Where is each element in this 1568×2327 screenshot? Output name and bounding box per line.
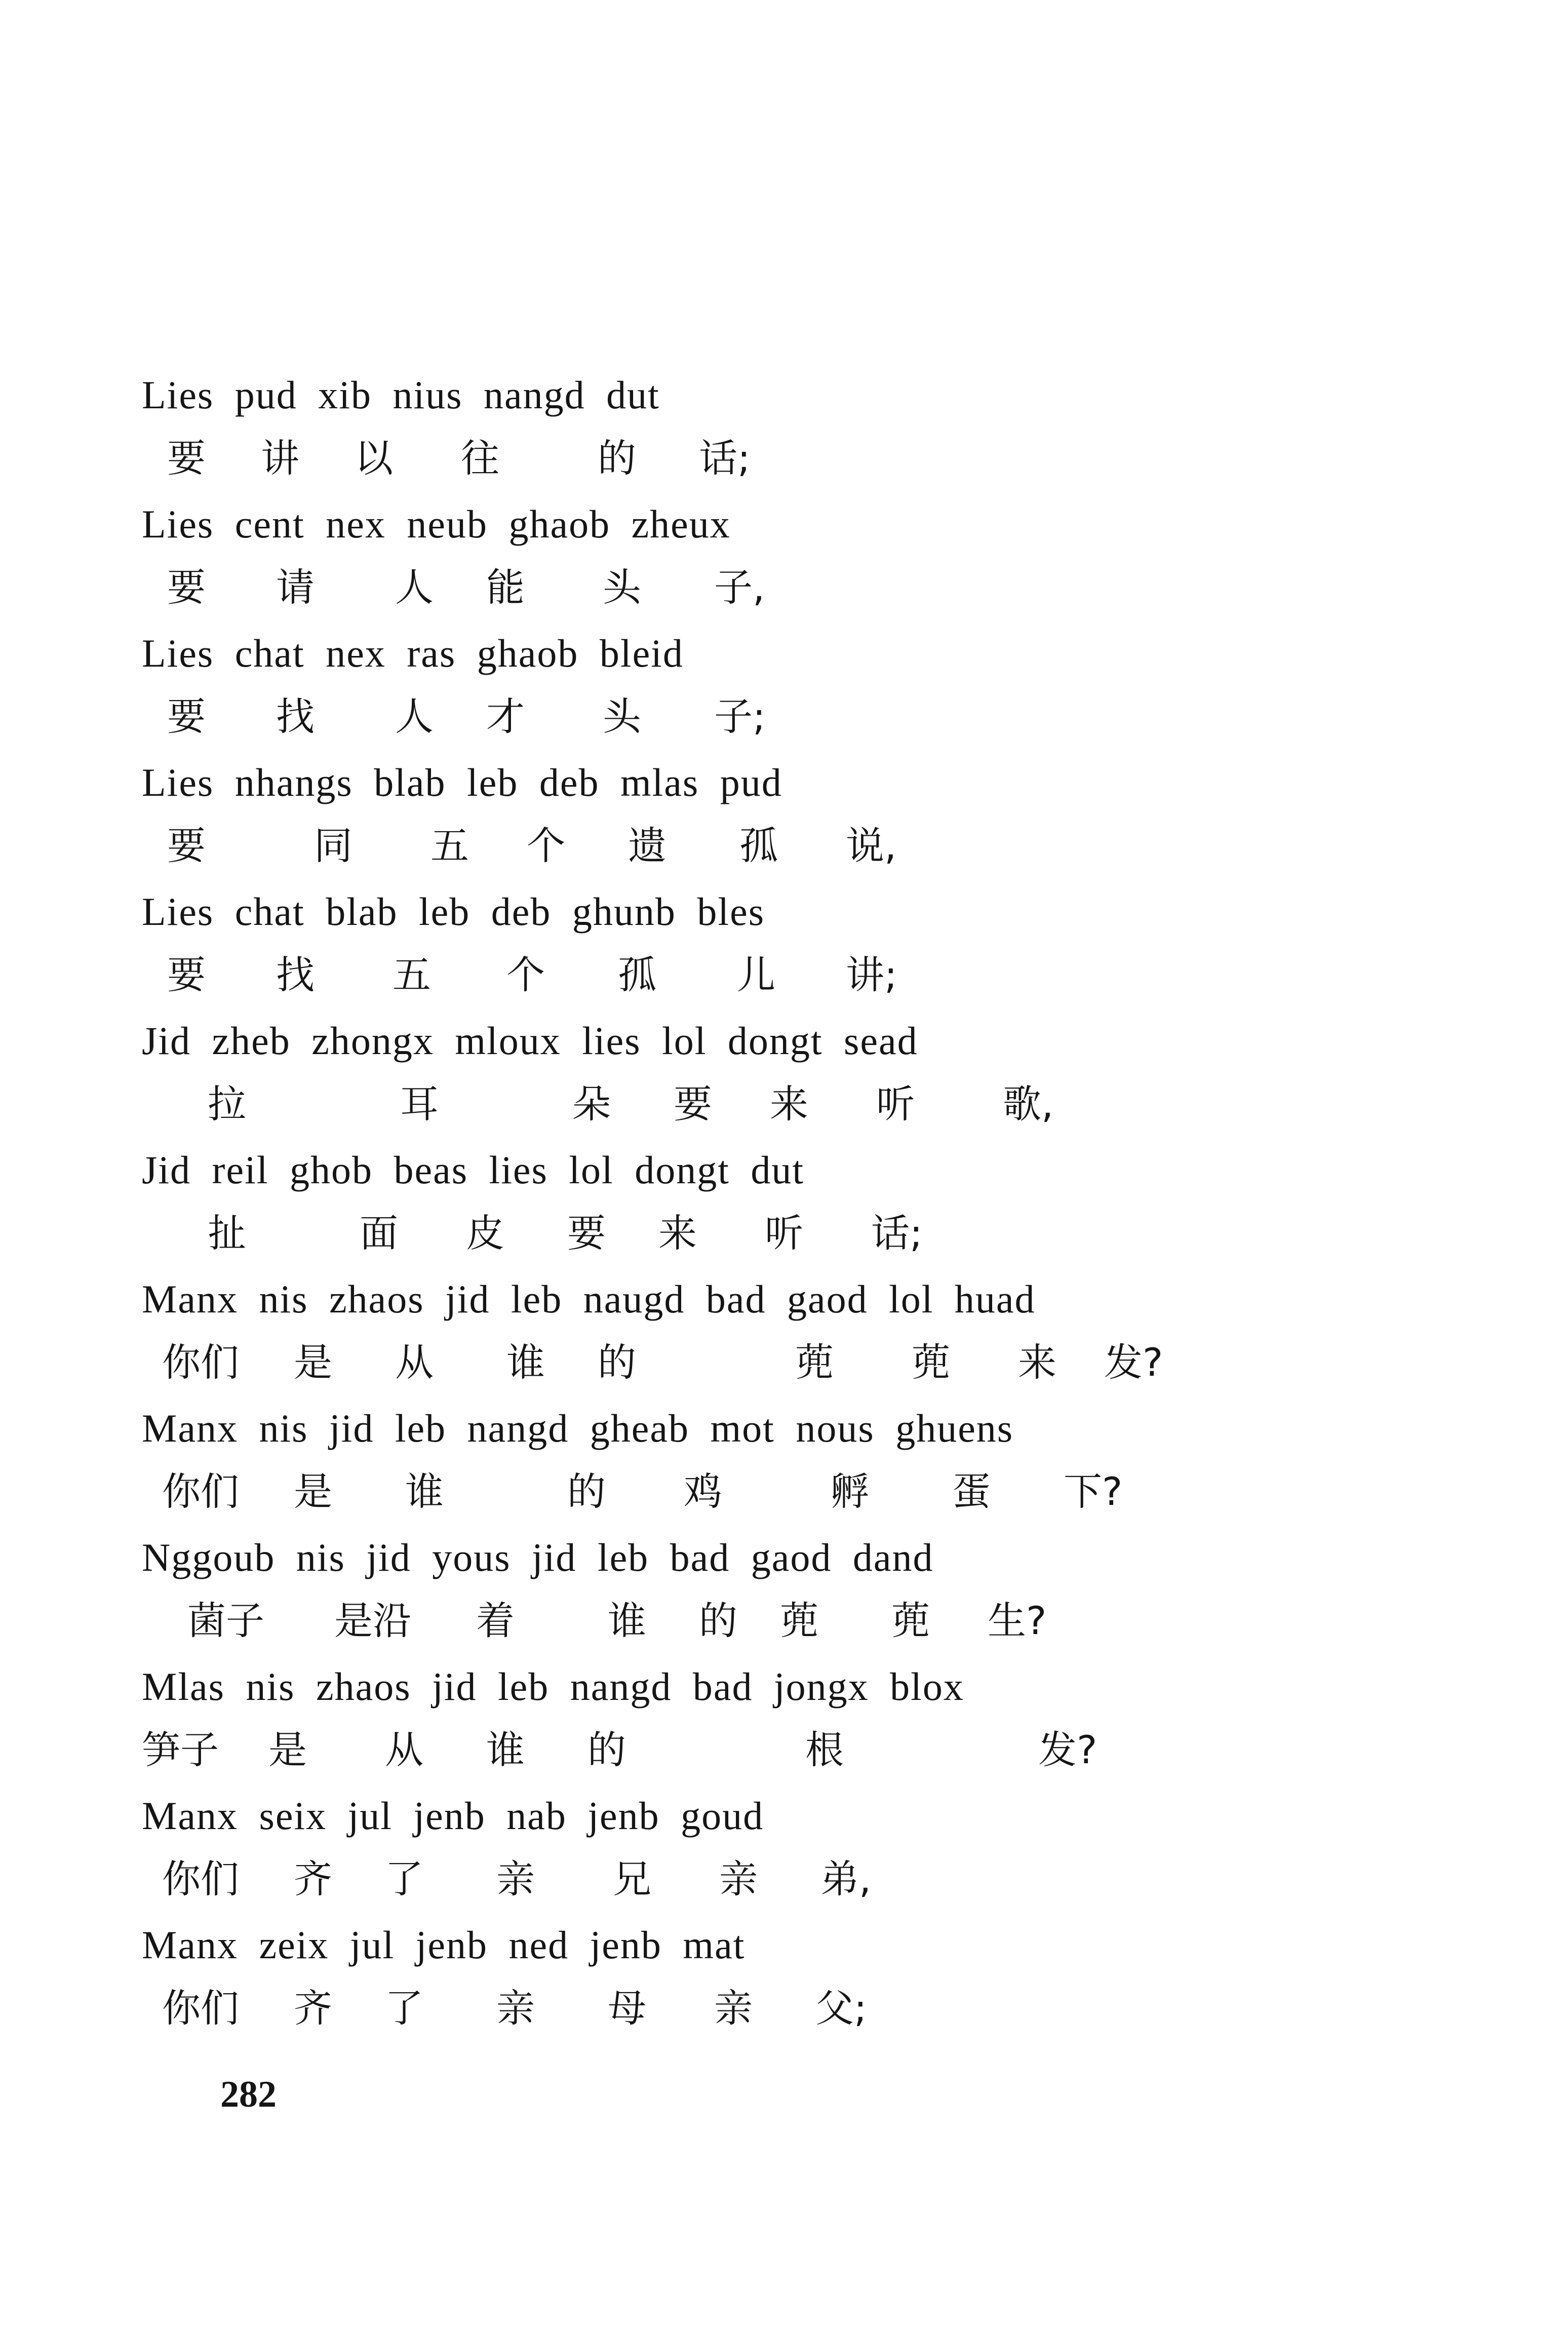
hanzi-2-1: 要 (167, 565, 206, 610)
hanzi-9-1: 你们 (162, 1469, 239, 1514)
hanzi-10-6: 蔸 (780, 1598, 818, 1643)
hanzi-3-5: 头 (603, 694, 641, 739)
pinyin-line-5: Lies chat blab leb deb ghunb bles (142, 889, 765, 934)
hanzi-12-4: 亲 (496, 1856, 535, 1902)
hanzi-5-7: 讲; (846, 952, 897, 997)
pinyin-line-1: Lies pud xib nius nangd dut (142, 373, 660, 417)
verse-line-7 (142, 1150, 1256, 1279)
hanzi-1-6: 话; (699, 436, 751, 481)
pinyin-line-2: Lies cent nex neub ghaob zheux (142, 502, 731, 546)
hanzi-10-8: 生? (988, 1598, 1047, 1643)
pinyin-line-6: Jid zheb zhongx mloux lies lol dongt sead (142, 1019, 918, 1063)
pinyin-line-8: Manx nis zhaos jid leb naugd bad gaod lol huad (142, 1277, 1036, 1321)
hanzi-3-2: 找 (276, 694, 315, 739)
hanzi-8-1: 你们 (162, 1340, 239, 1385)
hanzi-5-4: 个 (506, 952, 545, 997)
hanzi-6-7: 歌, (1003, 1081, 1054, 1127)
hanzi-13-6: 亲 (714, 1986, 753, 2031)
hanzi-1-5: 的 (598, 436, 636, 481)
hanzi-line-12 (142, 1856, 1256, 1902)
hanzi-9-8: 下? (1064, 1469, 1123, 1514)
hanzi-line-2 (142, 567, 1256, 608)
verse-line-12 (142, 1796, 1256, 1925)
hanzi-1-4: 往 (461, 436, 499, 481)
pinyin-line-7: Jid reil ghob beas lies lol dongt dut (142, 1148, 805, 1192)
hanzi-9-7: 蛋 (952, 1469, 991, 1514)
hanzi-13-1: 你们 (162, 1986, 239, 2031)
hanzi-4-2: 同 (314, 823, 352, 868)
hanzi-3-4: 才 (486, 694, 525, 739)
pinyin-line-10: Nggoub nis jid yous jid leb bad gaod dand (142, 1535, 934, 1579)
verse-line-9 (142, 1408, 1256, 1537)
hanzi-7-6: 听 (765, 1211, 803, 1256)
hanzi-6-3: 朵 (572, 1081, 611, 1127)
hanzi-6-6: 听 (876, 1081, 915, 1127)
hanzi-9-2: 是 (294, 1469, 332, 1514)
hanzi-4-7: 说, (846, 823, 897, 868)
hanzi-5-6: 儿 (737, 952, 775, 997)
hanzi-7-2: 面 (360, 1211, 398, 1256)
hanzi-12-5: 兄 (613, 1856, 651, 1902)
hanzi-12-7: 弟, (820, 1856, 872, 1902)
hanzi-10-7: 蔸 (891, 1598, 930, 1643)
hanzi-10-1: 菌子 (187, 1598, 264, 1643)
page-number: 282 (220, 2074, 277, 2115)
hanzi-4-4: 个 (527, 823, 565, 868)
hanzi-1-3: 以 (355, 436, 393, 481)
hanzi-line-13 (142, 1988, 1256, 2029)
hanzi-13-2: 齐 (294, 1986, 332, 2031)
hanzi-line-4 (142, 823, 1256, 868)
hanzi-8-6: 蔸 (795, 1340, 834, 1385)
hanzi-3-1: 要 (167, 694, 206, 739)
hanzi-3-6: 子; (714, 694, 766, 739)
hanzi-6-2: 耳 (400, 1081, 439, 1127)
verse-line-3 (142, 633, 1256, 762)
pinyin-line-12: Manx seix jul jenb nab jenb goud (142, 1794, 764, 1838)
hanzi-13-4: 亲 (496, 1986, 535, 2031)
hanzi-2-6: 子, (714, 565, 765, 610)
hanzi-7-1: 扯 (208, 1211, 246, 1256)
hanzi-11-7: 发? (1038, 1727, 1097, 1772)
hanzi-8-2: 是 (294, 1340, 332, 1385)
hanzi-8-7: 蔸 (912, 1340, 950, 1385)
hanzi-5-3: 五 (393, 952, 431, 997)
hanzi-10-3: 着 (476, 1598, 515, 1643)
verse-line-4 (142, 762, 1256, 891)
pinyin-line-11: Mlas nis zhaos jid leb nangd bad jongx blox (142, 1664, 964, 1709)
hanzi-12-6: 亲 (719, 1856, 758, 1902)
hanzi-8-5: 的 (598, 1340, 636, 1385)
hanzi-line-5 (142, 952, 1256, 997)
hanzi-11-2: 是 (268, 1727, 307, 1772)
hanzi-6-5: 来 (770, 1081, 808, 1127)
hanzi-6-1: 拉 (208, 1081, 246, 1127)
hanzi-12-1: 你们 (162, 1856, 239, 1902)
hanzi-12-3: 了 (385, 1856, 423, 1902)
hanzi-11-1: 笋子 (142, 1727, 219, 1772)
hanzi-4-3: 五 (430, 823, 469, 868)
verse-line-10 (142, 1537, 1256, 1666)
hanzi-2-5: 头 (603, 565, 641, 610)
hanzi-1-1: 要 (167, 436, 206, 481)
pinyin-line-13: Manx zeix jul jenb ned jenb mat (142, 1923, 746, 1967)
hanzi-line-9 (142, 1471, 1256, 1512)
hanzi-line-3 (142, 696, 1256, 737)
hanzi-2-3: 人 (395, 565, 434, 610)
hanzi-line-11 (142, 1727, 1256, 1772)
hanzi-line-7 (142, 1213, 1256, 1254)
verse-line-2 (142, 504, 1256, 633)
verse-line-8 (142, 1279, 1256, 1408)
hanzi-line-10 (142, 1598, 1256, 1643)
hanzi-line-6 (142, 1081, 1256, 1127)
hanzi-6-4: 要 (674, 1081, 712, 1127)
hanzi-10-4: 谁 (608, 1598, 646, 1643)
hanzi-1-2: 讲 (261, 436, 299, 481)
hanzi-7-7: 话; (871, 1211, 923, 1256)
hanzi-8-8: 来 (1018, 1340, 1056, 1385)
hanzi-5-5: 孤 (618, 952, 656, 997)
verse-line-6 (142, 1021, 1256, 1150)
hanzi-11-5: 的 (587, 1727, 626, 1772)
hanzi-9-3: 谁 (405, 1469, 444, 1514)
hanzi-4-5: 遗 (628, 823, 667, 868)
pinyin-line-4: Lies nhangs blab leb deb mlas pud (142, 760, 782, 804)
hanzi-13-7: 父; (815, 1986, 867, 2031)
hanzi-9-6: 孵 (831, 1469, 869, 1514)
hanzi-11-4: 谁 (486, 1727, 525, 1772)
hanzi-4-1: 要 (167, 823, 206, 868)
verse-line-11 (142, 1666, 1256, 1796)
hanzi-9-5: 鸡 (684, 1469, 722, 1514)
hanzi-10-2: 是沿 (334, 1598, 411, 1643)
hanzi-8-9: 发? (1104, 1340, 1163, 1385)
pinyin-line-9: Manx nis jid leb nangd gheab mot nous ghuens (142, 1406, 1014, 1450)
hanzi-12-2: 齐 (294, 1856, 332, 1902)
hanzi-line-8 (142, 1342, 1256, 1383)
hanzi-3-3: 人 (395, 694, 434, 739)
hanzi-7-5: 来 (658, 1211, 697, 1256)
hanzi-11-3: 从 (385, 1727, 423, 1772)
hanzi-11-6: 根 (805, 1727, 844, 1772)
hanzi-7-4: 要 (567, 1211, 606, 1256)
pinyin-line-3: Lies chat nex ras ghaob bleid (142, 631, 684, 675)
hanzi-5-2: 找 (276, 952, 315, 997)
hanzi-13-3: 了 (385, 1986, 423, 2031)
hanzi-line-1 (142, 438, 1256, 479)
hanzi-8-4: 谁 (506, 1340, 545, 1385)
hanzi-9-4: 的 (567, 1469, 606, 1514)
hanzi-2-4: 能 (486, 565, 525, 610)
verse-line-13 (142, 1925, 1256, 2054)
hanzi-13-5: 母 (608, 1986, 646, 2031)
hanzi-2-2: 请 (276, 565, 315, 610)
hanzi-5-1: 要 (167, 952, 206, 997)
verse-line-5 (142, 891, 1256, 1021)
hanzi-10-5: 的 (699, 1598, 737, 1643)
hanzi-8-3: 从 (395, 1340, 434, 1385)
hanzi-7-3: 皮 (466, 1211, 504, 1256)
verse-line-1 (142, 375, 1256, 504)
hanzi-4-6: 孤 (739, 823, 778, 868)
song-text-block (142, 375, 1256, 2054)
